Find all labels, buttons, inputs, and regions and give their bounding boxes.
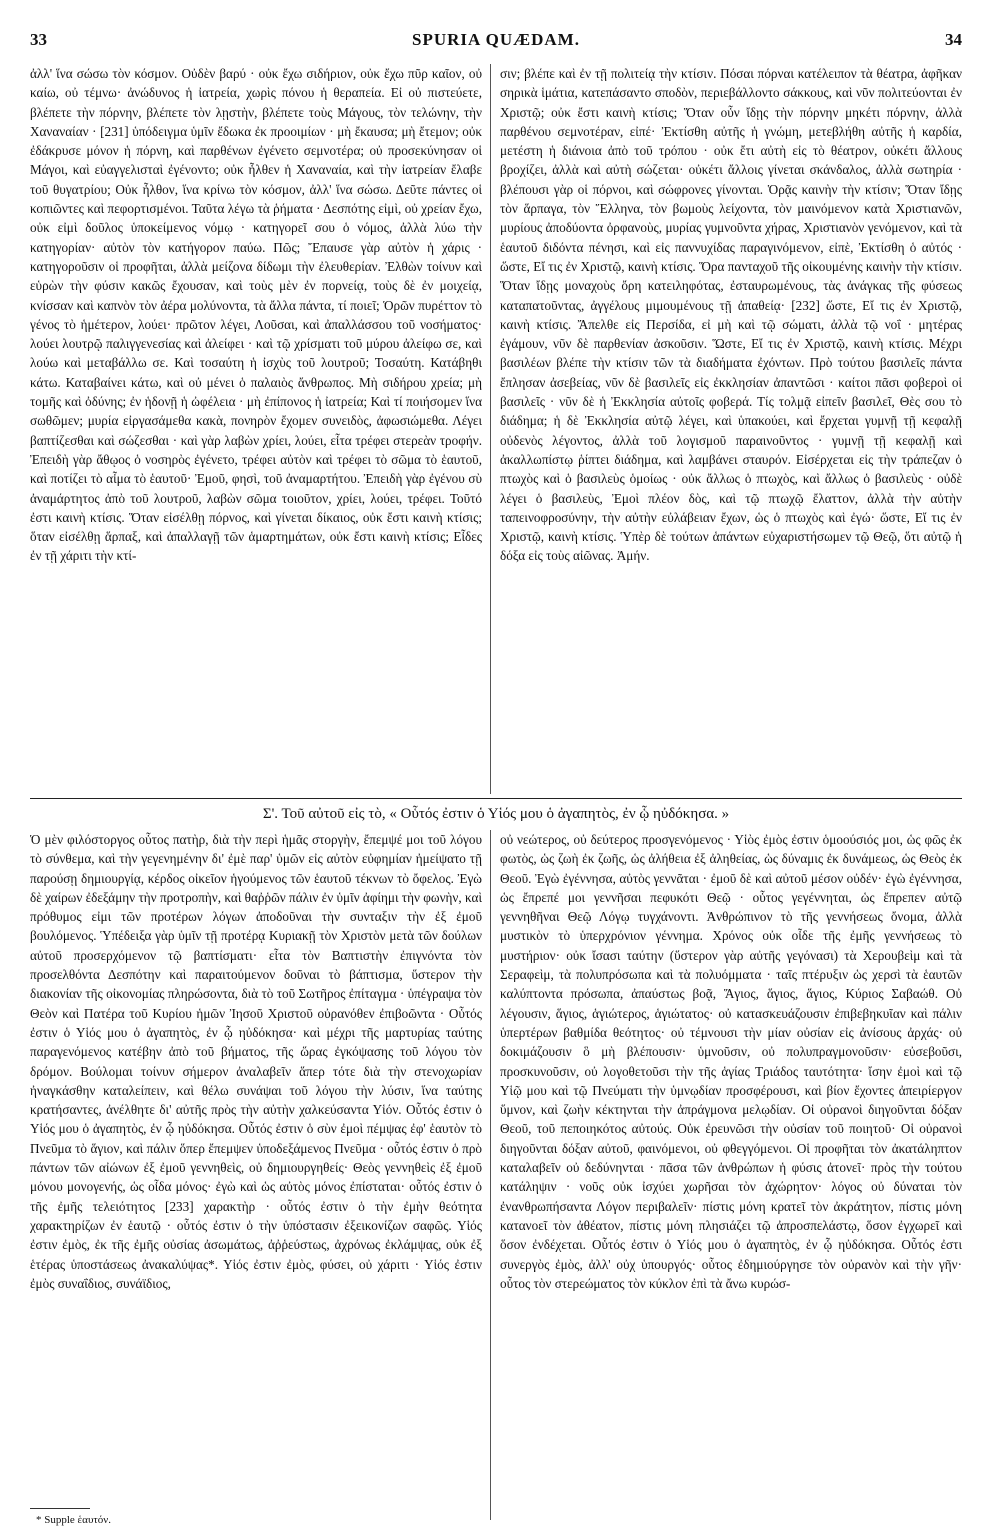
column-divider-bottom bbox=[490, 830, 491, 1520]
footnote-rule bbox=[30, 1508, 90, 1509]
column-4-text bbox=[500, 830, 962, 1520]
section-heading: Σ'. Τοῦ αὐτοῦ εἰς τὸ, « Οὗτός ἐστιν ὁ Υἱός μου ὁ ἀγαπητὸς, ἐν ᾧ ηὐδόκησα. » bbox=[262, 806, 730, 822]
column-3-paragraph: Ὁ μὲν φιλόστοργος οὗτος πατὴρ, διὰ τὴν περὶ ἡμᾶς στοργὴν, ἔπεμψέ μοι τοῦ λόγου τὸ σύνθεμα, καὶ τὴν γεγενημένην δι' ἐμὲ παρ' ὑμῶν εἰς αὐτὸν εὐφημίαν ἠμείψατο τῇ παρούσῃ δημιουργίᾳ, κέρδος οἰκεῖον ἡγούμενος τῶν ἑαυτοῦ τέκνων τὸ ὄφελος. Ἐγὼ δὲ χαίρων ἐδεξάμην τὴν προτροπὴν, καὶ θαῤῥῶν πάλιν ἐν ὑμῖν ἀφίημι τὴν φωνὴν, καὶ πρόθυμος εἰμι τῶν προτέρων λόγων ἀποδοῦναι τὴν συνταξιν τὴν ἐξ ἐμοῦ βουλόμενος. Ὑπέδειξα γὰρ ὑμῖν τῇ προτέρᾳ Κυριακῇ τὸν Χριστὸν μετὰ τῶν δούλων αὐτοῦ προσερχόμενον τῷ βαπτίσματι· εἶτα τὸν Βαπτιστὴν ἐπιγνόντα τὸν προσελθόντα Δεσπότην καὶ παραιτούμενον δοῦναι τὸ βάπτισμα, ὕστερον τὴν διακονίαν τῆς οἰκονομίας πληρώσοντα, διὰ τὸ τοῦ Σωτῆρος ἐπίταγμα · ὑπέγραψα τὸν Θεὸν καὶ Πατέρα τοῦ Κυρίου ἡμῶν Ἰησοῦ Χριστοῦ οὐρανόθεν ἐπιβοῶντα · Οὗτός ἐστιν ὁ Υἱός μου ὁ ἀγαπητὸς, ἐν ᾧ ηὐδόκησα· καὶ μέχρι τῆς μαρτυρίας ταύτης παραγενόμενος κατέβην ἀπὸ τοῦ βήματος, τῆς ὥρας ἐγκόψασης τοῦ λόγου τὸν δρόμον. Βούλομαι τοίνυν σήμερον ἀναλαβεῖν ἅπερ τότε διὰ τὴν στενοχωρίαν ἠναγκάσθην καταλείπειν, καὶ θέλω συνάψαι τοῦ λόγου τὴν λύσιν, ἵνα ταύτης κρατήσαντες, ἀνέλθητε δι' αὐτῆς πρὸς τὴν αὐτὴν χαλκεύσαντα Υἱόν. Οὗτός ἐστιν ὁ Υἱός μου ὁ ἀγαπητὸς, ἐν ᾧ ηὐδόκησα. Οὗτός ἐστιν ὁ σὺν ἐμοὶ πέμψας ἐφ' ἑαυτὸν τὸ Πνεῦμα τὸ ἅγιον, καὶ πάλιν ὅπερ ἔπεμψεν ὑποδεξάμενος Πνεῦμα · οὗτός ἐστιν ὁ πρὸ πάντων τῶν αἰώνων ἐξ ἐμοῦ γεννηθεὶς, οὐ δημιουργηθείς· Θεὸς γεννηθεὶς ἐξ ἐμοῦ μόνου μονογενής, ὡς οἶδα μόνος· ἐγὼ καὶ ὡς αὐτὸς μόνος ἐπίσταται· οὗτός ἐστιν ὁ τῆς ἐμῆς τελειότητος [233] χαρακτὴρ · οὗτός ἐστιν ὁ τὴν ἐμὴν θεότητα χαρακτηρίζων ἐν ἑαυτῷ · οὗτός ἐστιν ὁ τὴν ὑπόστασιν ἐξεικονίζων σαφῶς. Υἱός ἐστιν ἐμὸς, ἐκ τῆς ἐμῆς οὐσίας ἀσωμάτως, ἀῤῥεύστως, ἀχρόνως ἐκλάμψας, οὐκ ἐξ ἑτέρας ὑποστάσεως ἀνακαλύψας*. Υἱός ἐστιν ἐμὸς, φύσει, οὐ χάριτι · Υἱός ἐστιν ἐμὸς συναΐδιος, συνάϊδιος, bbox=[30, 832, 482, 1291]
page-number-right: 34 bbox=[945, 30, 962, 49]
column-divider-top bbox=[490, 64, 491, 794]
column-1-text bbox=[30, 64, 482, 794]
column-1-paragraph: ἀλλ' ἵνα σώσω τὸν κόσμον. Οὐδὲν βαρύ · οὐκ ἔχω σιδήριον, οὐκ ἔχω πῦρ καῖον, οὐ καίω, οὐ τέμνω· ἀνώδυνος ἡ ἰατρεία, χωρὶς πόνου ἡ θεραπεία. Εἰ οὐ πιστεύετε, βλέπετε τὴν πόρνην, βλέπετε τὸν λῃστὴν, βλέπετε τοὺς Μάγους, τὸν τελώνην, τὴν Χαναναίαν · [231] ὑπόδειγμα ὑμῖν ἔδωκα ἐκ προοιμίων · μὴ ἔκαυσα; μὴ ἔτεμον; οὐκ ἐδάκρυσε μόνον ἡ πόρνη, καὶ παρθένων ἐγένετο σεμνοτέρα; οὐ προσεκύνησαν οἱ Μάγοι, καὶ εὐαγγελισταὶ ἐγένοντο; οὐκ ἦλθεν ἡ Χαναναία, καὶ τὴν ἰατρείαν ἔλαβε τοῦ θυγατρίου; Οὐκ ἦλθον, ἵνα κρίνω τὸν κόσμον, ἀλλ' ἵνα σώσω. Δεῦτε πάντες οἱ κοπιῶντες καὶ πεφορτισμένοι. Ταῦτα λέγω τὰ ῥήματα · Δεσπότης εἰμὶ, οὐ χρείαν ἔχω, οὐκ εἰμὶ δοῦλος ὑποκείμενος νόμῳ · κατηγορεῖ σου ὁ νόμος, ἀλλὰ λύω τὴν κατηγορίαν· αὐτὸν τὸν κατήγορον παύω. Πῶς; Ἔπαυσε γὰρ αὐτὸν ἡ χάρις · κατηγοροῦσιν οἱ προφῆται, ἀλλὰ μείζονα δίδωμι τὴν ἐλευθερίαν. Ἐλθὼν τοίνυν καὶ εὑρὼν τὴν φύσιν κακῶς ἔχουσαν, καὶ τοὺς μὲν ἐν πορνείᾳ, τοὺς δὲ ἐν μοιχείᾳ, κνίσσαν καὶ καπνὸν τὸν ἀέρα μολύνοντα, τὰ ἄλλα πάντα, τί ποιεῖ; Ὁρῶν πυρέττον τὸ γένος τὸ ἡμέτερον, λούει· πρῶτον λέγει, Λοῦσαι, καὶ ἀπαλλάσσου τοῦ νοσήματος· λούει λουτρῷ παλιγγενεσίας καὶ ἀλείφει · καὶ τῷ χρίσματι τοῦ μύρου ἀλείφω σε, καὶ λούω καὶ μεταβάλλω σε. Καὶ τοσαύτη ἡ ἰσχὺς τοῦ λουτροῦ; Τοσαύτη. Κατάβηθι κάτω. Καταβαίνει κάτω, καὶ οὐ μένει ὁ παλαιὸς ἄνθρωπος. Μὴ σιδήρου χρεία; μὴ τομῆς καὶ ὀδύνης; ἐν ἡδονῇ ἡ ὠφέλεια · μὴ ἐπίπονος ἡ ἰατρεία; Καὶ τί ποιήσομεν ἵνα σωθῶμεν; μυρία εἰργασάμεθα κακὰ, πονηρὸν ἔχομεν συνειδὸς, ἀφωσιώμεθα. Λέγει βαπτίζεσθαι καὶ σώζεσθαι · καὶ γὰρ λαβὼν χρίει, λούει, εἶτα τρέφει στερεὰν τροφήν. Ἐπειδὴ γὰρ ἄθῳος ὁ νοσηρὸς ἐγένετο, τρέφει αὐτὸν καὶ τρέφει τὸ σῶμα τὸ ἑαυτοῦ, καὶ ποτίζει τὸ αἷμα τὸ ἑαυτοῦ· Ἐμοῦ, φησὶ, τοῦ ἀναμαρτήτου. Ἐπειδὴ γὰρ ἐγένου σὺ ἀναμάρτητος ἀπὸ τοῦ λουτροῦ, λαβὼν σῶμα τοιοῦτον, χρίει, λούει, τρέφει. Τοῦτό ἐστι καινὴ κτίσις. Ὅταν εἰσέλθῃ πόρνος, καὶ γίνεται δίκαιος, οὐκ ἔστι καινὴ κτίσις; ὅταν εἰσέλθῃ ἅρπαξ, καὶ ἀπαλλαγῇ τῶν ἁμαρτημάτων, οὐκ ἔστι καινὴ κτίσις; Εἶδες ἐν τῇ χάριτι τὴν κτί- bbox=[30, 66, 482, 564]
column-3-text bbox=[30, 830, 482, 1500]
page-number-left: 33 bbox=[30, 30, 47, 49]
column-4-paragraph: οὐ νεώτερος, οὐ δεύτερος προσγενόμενος · Υἱὸς ἐμὸς ἐστιν ὁμοούσιός μοι, ὡς φῶς ἐκ φωτὸς, ὡς ζωὴ ἐκ ζωῆς, ὡς ἀλήθεια ἐξ ἀληθείας, ὡς δύναμις ἐκ δυνάμεως, ὡς Θεὸς ἐκ Θεοῦ. Ἐγὼ ἐγέννησα, αὐτὸς γεννᾶται · ἐμοῦ δὲ καὶ αὐτοῦ μέσον οὐδέν· ἐγὼ ἐγέννησα, ὡς ἔπρεπέ μοι γεννῆσαι πεφυκότι Θεῷ · οὗτος γεγέννηται, ὡς ἔπρεπεν αὐτῷ γεννηθῆναι Θεῷ Λόγῳ τυγχάνοντι. Ἀνθρώπινον τὸ τῆς γεννήσεως ὄνομα, ἀλλὰ μυστικὸν τὸ ὑπερχρόνιον γέννημα. Χρόνος οὐκ οἶδε τῆς ἐμῆς γεννήσεως τὸ μυστήριον· οὐκ ἴσασι ταύτην (ὕστερον γὰρ αὐτῆς γεγόνασι) τὰ Χερουβεὶμ καὶ τὰ Σεραφεὶμ, τὰ πολυπρόσωπα καὶ τὰ πολυόμματα · ταῖς πτέρυξιν ὡς χερσὶ τὰ ἑαυτῶν καλύπτοντα πρόσωπα, ἀπαύστως βοᾷ, Ἅγιος, ἅγιος, ἅγιος, Κύριος Σαβαώθ. Οὐ λέγουσιν, ἅγιος, ἁγιώτερος, ἁγιώτατος· οὐ κατασκευάζουσιν ἐπιβεβηκυῖαν καὶ πάλιν ὑπερτέρων βαθμίδα θεότητος· οὐ τέμνουσι τὴν μίαν οὐσίαν εἰς ἀνίσους ἀρχάς· οὐ δοκιμάζουσιν ὃ μὴ βλέπουσιν· ὑμνοῦσιν, οὐ πολυπραγμονοῦσιν· εὐσεβοῦσι, προσκυνοῦσιν, οὐ λογοθετοῦσι τὴν τῆς ἁγίας Τριάδος ταυτότητα· ἴσην ἐμοὶ καὶ τῷ Υἱῷ μου καὶ τῷ Πνεύματι τὴν ὑμνῳδίαν προσφέρουσι, καὶ βίον ἔχοντες ἀπειρίεργον ὕμνον, καὶ ζωὴν κέκτηνται τὴν ἀπράγμονα μελῳδίαν. Οἱ οὐρανοὶ διηγοῦνται δόξαν Θεοῦ, τοῦ πεποιηκότος αὐτούς. Οὐκ ἐρευνῶσι τὴν οὐσίαν τοῦ ποιητοῦ· Οἱ οὐρανοὶ διηγοῦνται δόξαν αὐτοῦ, φαινόμενοι, οὐ φθεγγόμενοι. Οἱ προφῆται τὸν ἀκατάληπτον καταλαβεῖν οὐ δεδύνηνται · πᾶσα τῶν ἀνθρώπων ἡ φύσις ἀτονεῖ· πρὸς τὴν τούτου κατάληψιν · νοῦς οὐκ ἰσχύει χωρῆσαι τὸν ἀχώρητον· λόγος οὐ δύναται τὸν ἐνανθρωπήσαντα Λόγον περιβαλεῖν· πίστις μόνη κρατεῖ τὸν ἀκράτητον, πίστις μόνη κατανοεῖ τὸν ἀθέατον, πίστις μόνη πλησιάζει τῷ ἀπροσπελάστῳ, ὅσον ἐγχωρεῖ καὶ ὅσον ἐνδέχεται. Οὗτός ἐστιν ὁ Υἱός μου ὁ ἀγαπητὸς, ἐν ᾧ ηὐδόκησα. Οὗτός ἐστι συνεργὸς ἐμὸς, ἀλλ' οὐχ ὑπουργός· οὗτος ἐδημιούργησε τὸν οὐρανὸν καὶ τὴν γῆν· οὗτος τὸν στερεώματος τὸν κύκλον ἐπὶ τὰ ἄνω κυρώσ- bbox=[500, 832, 962, 1291]
column-2-paragraph: σιν; βλέπε καὶ ἐν τῇ πολιτείᾳ τὴν κτίσιν. Πόσαι πόρναι κατέλειπον τὰ θέατρα, ἀφῆκαν σηρικὰ ἱμάτια, κατεπάσαντο σποδὸν, περιεβάλλοντο σάκκους, καὶ νῦν πολιτεύονται ἐν Χριστῷ; οὐκ ἔστι καινὴ κτίσις; Ὅταν οὖν ἴδῃς τὴν πόρνην μηκέτι πόρνην, ἀλλὰ παρθένου σεμνοτέραν, εἰπέ· Ἐκτίσθη αὐτῆς ἡ γνώμη, μετεβλήθη αὐτῆς ἡ καρδία, μετέστη ἡ διάνοια ἀπὸ τοῦ τρόπου · οὐκ ἔτι αὐτὴ εἰς τὸ θέατρον, οὐκέτι ἄλλους βροχίζει, ἀλλὰ καὶ αὐτὴ σώζεται· οὐκέτι ἄλλοις γίνεται σκάνδαλος, ἀλλὰ σωτηρία · βλέπουσι γὰρ οἱ πόρνοι, καὶ σώφρονες γίνονται. Ὁρᾷς καινὴν τὴν κτίσιν; Ὅταν ἴδῃς τὸν ἅρπαγα, τὸν Ἕλληνα, τὸν βωμοὺς λείχοντα, τὸν μαινόμενον κατὰ Χριστιανῶν, μυρίους ἀποδύοντα ὀρφανοὺς, μυρίας γυμνοῦντα χήρας, Χριστιανὸν γενόμενον, καὶ τὰ ἑαυτοῦ διδόντα πένησι, καὶ εἰς παννυχίδας παραγινόμενον, εἰπὲ, Ἐκτίσθη ὁ αὐτός · ὥστε, Εἴ τις ἐν Χριστῷ, καινὴ κτίσις. Ὅρα πανταχοῦ τῆς οἰκουμένης καινὴν τὴν κτίσιν. Ὅταν ἴδῃς μοναχοὺς ὄρη κατειληφότας, ἐσταυρωμένους, τὰς ἀνάγκας τῆς φύσεως καταπατοῦντας, ἀγγέλους μιμουμένους τῇ ἀπαθείᾳ· [232] ὥστε, Εἴ τις ἐν Χριστῷ, καινὴ κτίσις. Ἄπελθε εἰς Περσίδα, εἰ μὴ καὶ τῷ σώματι, ἀλλὰ τῷ νοΐ · μητέρας ἐγάμουν, νῦν δὲ παρθενίαν ἀσκοῦσιν. Ὥστε, Εἴ τις ἐν Χριστῷ, καινὴ κτίσις. Μέχρι βασιλέων βλέπε τὴν κτίσιν τῶν τὰ διαδήματα ἐχόντων. Πρὸ τούτου βασιλεῖς πάντα ἔπλησαν ἀσεβείας, νῦν δὲ βασιλεῖς εἰς ἐκκλησίαν ἀπαντῶσι · καίτοι πᾶσι φοβεροὶ οἱ βασιλεῖς · νῦν δὲ ἡ Ἐκκλησία αὐτοῖς φοβερά. Τίς τολμᾷ εἰπεῖν βασιλεῖ, Θὲς σου τὸ διάδημα; ἡ δὲ Ἐκκλησία αὐτῷ λέγει, καὶ ὑπακούει, καὶ ἔρχεται γυμνῇ τῇ κεφαλῇ οὐδενὸς λέγοντος, ἀλλὰ τοῦ λογισμοῦ παραινοῦντος · γυμνῇ τῇ κεφαλῇ καὶ ἀκαλλωπίστῳ ῥίπτει διάδημα, καὶ λαμβάνει σταυρόν. Εἰσέρχεται εἰς τὴν τράπεζαν ὁ πτωχὸς καὶ ὁ βασιλεὺς ὁμοίως · οὐκ ἄλλως ὁ πτωχὸς, καὶ ἄλλως ὁ βασιλεὺς · οὐδὲ λέγει ὁ βασιλεὺς, Ἐμοὶ πλέον δὸς, καὶ τῷ πτωχῷ ἔλαττον, ἀλλὰ τὴν αὐτὴν ταπεινοφροσύνην, τὴν αὐτὴν εὐλάβειαν ἔχων, ὡς ὁ πτωχὸς καὶ ἐγώ· ὥστε, Εἴ τις ἐν Χριστῷ, καινὴ κτίσις. Ὑπὲρ δὲ τούτων ἁπάντων εὐχαριστήσωμεν τῷ Θεῷ, ὅτι αὐτῷ ἡ δόξα εἰς τοὺς αἰῶνας. Ἀμήν. bbox=[500, 66, 962, 564]
column-2-text bbox=[500, 64, 962, 794]
running-title: SPURIA QUÆDAM. bbox=[412, 30, 580, 49]
footnote: * Supple ἑαυτόν. bbox=[36, 1514, 112, 1526]
section-rule bbox=[30, 798, 962, 799]
page-header bbox=[30, 30, 962, 56]
